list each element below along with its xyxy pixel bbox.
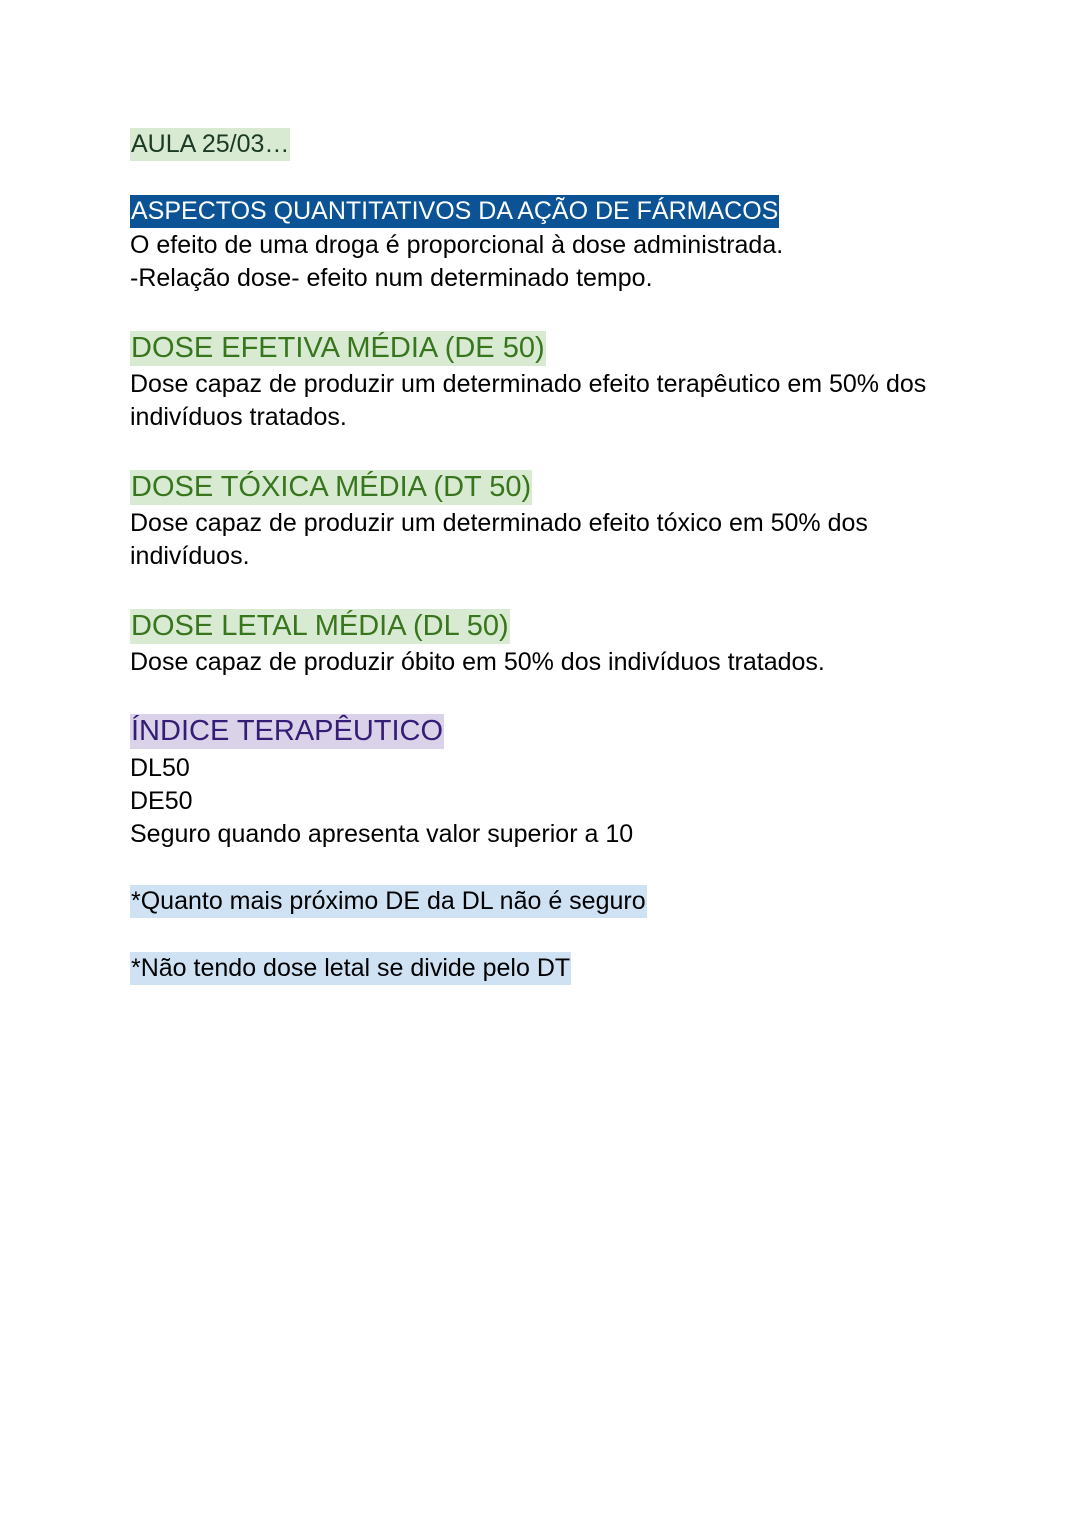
dt50-line-1: Dose capaz de produzir um determinado efeito tóxico em 50% dos bbox=[130, 509, 868, 537]
indice-line-dl50: DL50 bbox=[130, 754, 190, 782]
date-heading-line bbox=[130, 128, 290, 161]
de50-line-1: Dose capaz de produzir um determinado efeito terapêutico em 50% dos bbox=[130, 370, 927, 398]
dl50-heading-line bbox=[130, 609, 510, 644]
note-line-2 bbox=[130, 952, 571, 985]
date-heading: AULA 25/03… bbox=[130, 128, 290, 161]
dt50-heading-line bbox=[130, 470, 532, 505]
indice-line-seguro: Seguro quando apresenta valor superior a 10 bbox=[130, 820, 634, 848]
dl50-heading: DOSE LETAL MÉDIA (DL 50) bbox=[131, 610, 509, 642]
indice-heading: ÍNDICE TERAPÊUTICO bbox=[131, 715, 444, 747]
note-line-1 bbox=[130, 885, 647, 918]
intro-line-2: -Relação dose- efeito num determinado tempo. bbox=[130, 264, 653, 292]
intro-line-1: O efeito de uma droga é proporcional à dose administrada. bbox=[130, 231, 784, 259]
de50-heading: DOSE EFETIVA MÉDIA (DE 50) bbox=[131, 332, 545, 364]
dt50-line-2: indivíduos. bbox=[130, 542, 250, 570]
note-2: *Não tendo dose letal se divide pelo DT bbox=[130, 952, 571, 985]
section-title-line bbox=[130, 195, 779, 228]
section-title: ASPECTOS QUANTITATIVOS DA AÇÃO DE FÁRMACOS bbox=[130, 195, 779, 228]
note-1: *Quanto mais próximo DE da DL não é seguro bbox=[130, 885, 647, 918]
indice-heading-line bbox=[130, 714, 444, 749]
de50-line-2: indivíduos tratados. bbox=[130, 403, 347, 431]
dt50-heading: DOSE TÓXICA MÉDIA (DT 50) bbox=[131, 471, 532, 503]
dl50-line-1: Dose capaz de produzir óbito em 50% dos indivíduos tratados. bbox=[130, 648, 825, 676]
indice-line-de50: DE50 bbox=[130, 787, 193, 815]
de50-heading-line bbox=[130, 331, 546, 366]
